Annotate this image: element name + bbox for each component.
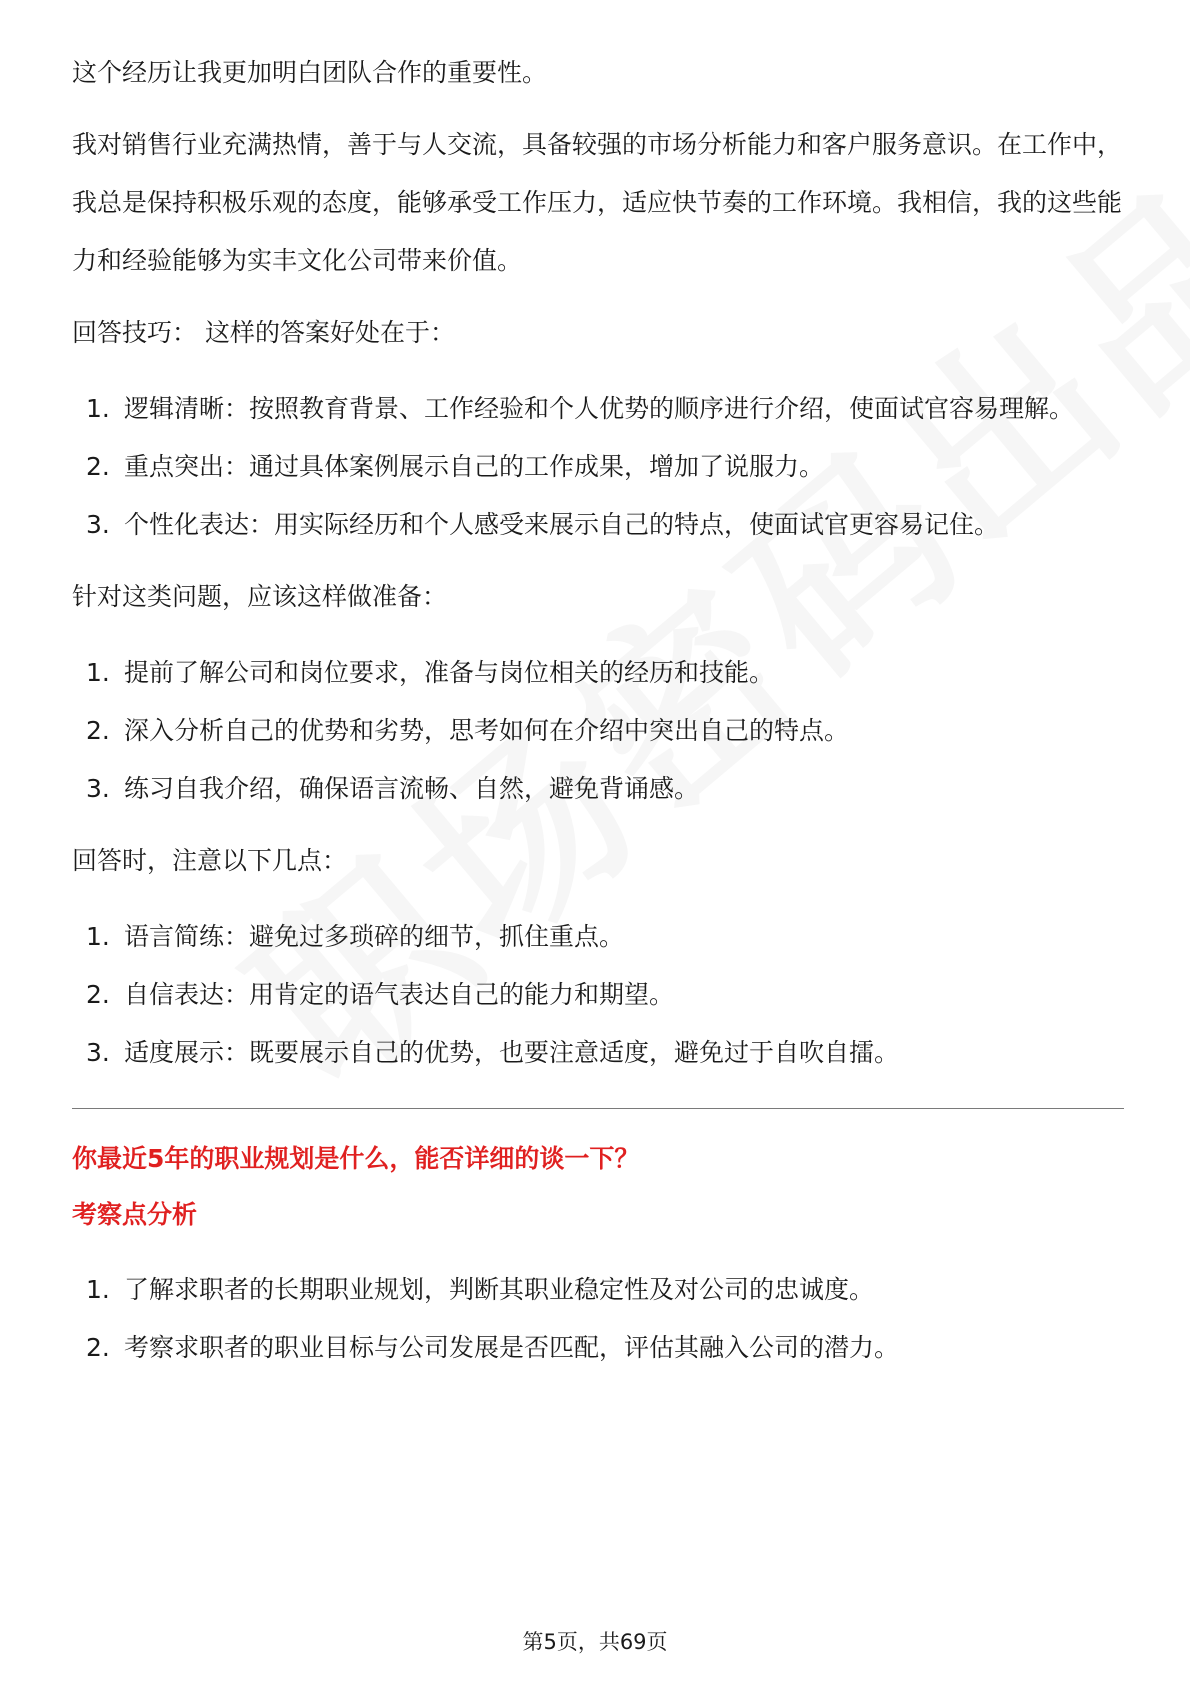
list-item <box>72 496 1122 554</box>
list-text: 自信表达：用肯定的语气表达自己的能力和期望。 <box>124 980 675 1009</box>
list-number: 3. <box>86 774 110 803</box>
notes-list <box>72 908 1122 1082</box>
list-item <box>72 966 1122 1024</box>
list-number: 2. <box>86 716 110 745</box>
prep-list <box>72 644 1122 818</box>
list-number: 2. <box>86 1333 110 1362</box>
intro-paragraph-1: 这个经历让我更加明白团队合作的重要性。 <box>72 58 548 87</box>
list-text: 逻辑清晰：按照教育背景、工作经验和个人优势的顺序进行介绍，使面试官容易理解。 <box>124 394 1075 423</box>
list-text: 考察求职者的职业目标与公司发展是否匹配，评估其融入公司的潜力。 <box>124 1333 900 1362</box>
list-text: 语言简练：避免过多琐碎的细节，抓住重点。 <box>124 922 625 951</box>
list-text: 重点突出：通过具体案例展示自己的工作成果，增加了说服力。 <box>124 452 825 481</box>
intro-paragraph-2: 我对销售行业充满热情，善于与人交流，具备较强的市场分析能力和客户服务意识。在工作中，我总是保持积极乐观的态度，能够承受工作压力，适应快节奏的工作环境。我相信，我的这些能力和经验能够为实丰文化公司带来价值。 <box>72 130 1123 275</box>
list-text: 个性化表达：用实际经历和个人感受来展示自己的特点，使面试官更容易记住。 <box>124 510 1000 539</box>
list-text: 提前了解公司和岗位要求，准备与岗位相关的经历和技能。 <box>124 658 775 687</box>
prep-title: 针对这类问题，应该这样做准备： <box>72 582 448 611</box>
list-number: 3. <box>86 1038 110 1067</box>
tips-list <box>72 380 1122 554</box>
list-number: 1. <box>86 1275 110 1304</box>
list-text: 深入分析自己的优势和劣势，思考如何在介绍中突出自己的特点。 <box>124 716 850 745</box>
list-text: 了解求职者的长期职业规划，判断其职业稳定性及对公司的忠诚度。 <box>124 1275 875 1304</box>
section-divider <box>72 1108 1124 1109</box>
list-number: 3. <box>86 510 110 539</box>
notes-title: 回答时，注意以下几点： <box>72 846 348 875</box>
list-item <box>72 1261 1122 1319</box>
list-number: 2. <box>86 452 110 481</box>
analysis-heading: 考察点分析 <box>72 1200 198 1229</box>
list-text: 练习自我介绍，确保语言流畅、自然，避免背诵感。 <box>124 774 700 803</box>
list-number: 1. <box>86 922 110 951</box>
list-number: 1. <box>86 658 110 687</box>
analysis-list <box>72 1261 1122 1377</box>
list-item <box>72 644 1122 702</box>
page-content <box>72 44 1122 1377</box>
list-item <box>72 760 1122 818</box>
list-text: 适度展示：既要展示自己的优势，也要注意适度，避免过于自吹自擂。 <box>124 1038 900 1067</box>
list-item <box>72 908 1122 966</box>
list-item <box>72 380 1122 438</box>
list-number: 1. <box>86 394 110 423</box>
list-item <box>72 438 1122 496</box>
tips-title: 回答技巧： 这样的答案好处在于： <box>72 318 455 347</box>
list-number: 2. <box>86 980 110 1009</box>
list-item <box>72 1024 1122 1082</box>
question-heading: 你最近5年的职业规划是什么，能否详细的谈一下？ <box>72 1144 640 1173</box>
list-item <box>72 702 1122 760</box>
page-number-footer: 第5页，共69页 <box>522 1630 668 1654</box>
list-item <box>72 1319 1122 1377</box>
